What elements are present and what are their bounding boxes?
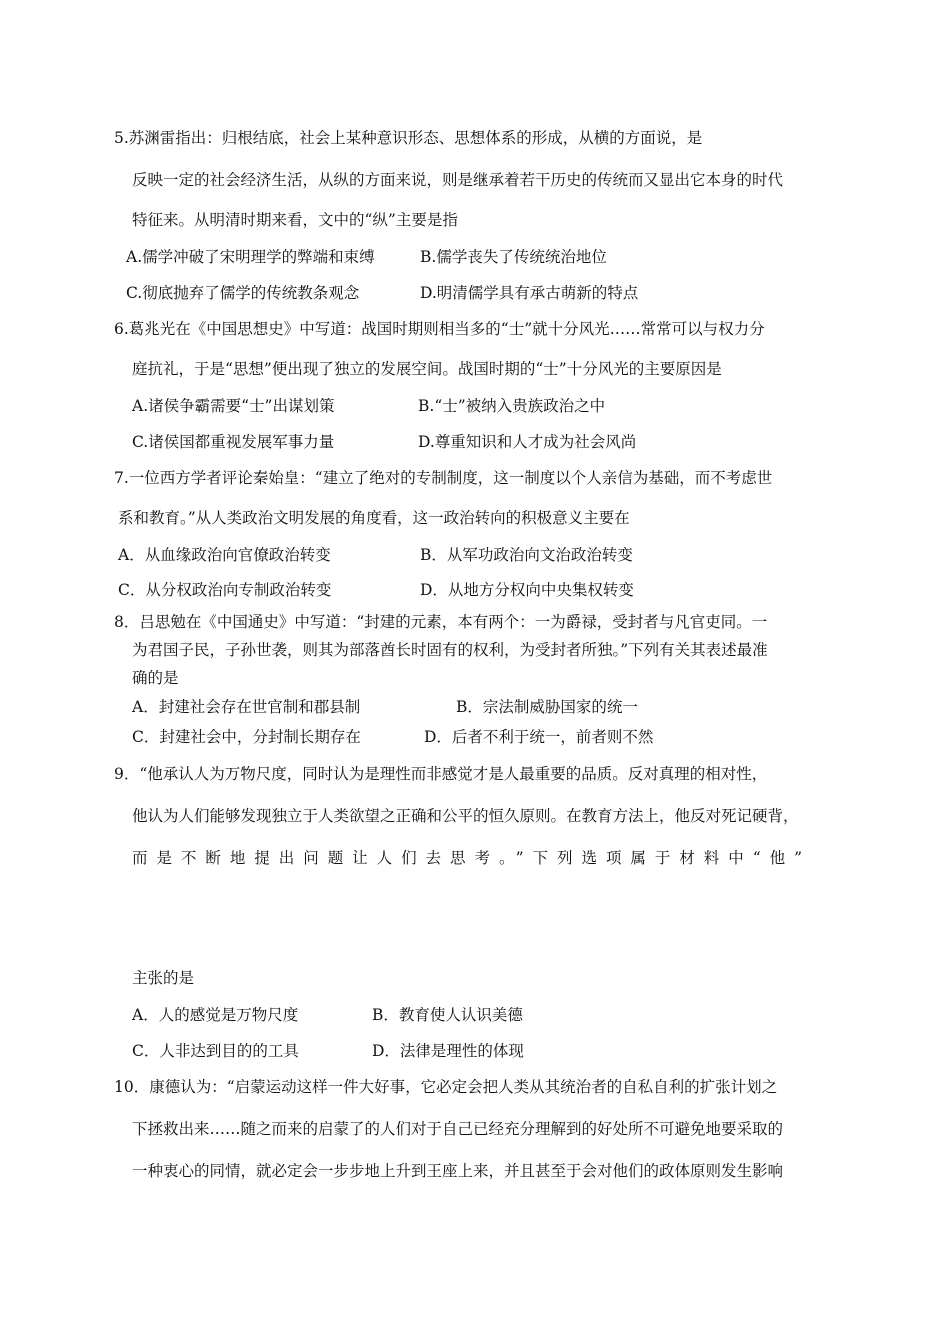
q6-stem-line-1: 6.葛兆光在《中国思想史》中写道：战国时期则相当多的“士”就十分风光……常常可以与权力分 (114, 320, 765, 338)
q6-option-b: B.“士”被纳入贵族政治之中 (418, 397, 606, 415)
q5-option-a: A.儒学冲破了宋明理学的弊端和束缚 (126, 248, 375, 266)
q7-option-c: C．从分权政治向专制政治转变 (118, 581, 332, 599)
q8-option-c: C．封建社会中，分封制长期存在 (132, 728, 361, 746)
q8-stem-line-3: 确的是 (132, 669, 179, 687)
q7-option-a: A．从血缘政治向官僚政治转变 (118, 546, 331, 564)
q7-option-b: B．从军功政治向文治政治转变 (420, 546, 633, 564)
q9-option-c: C．人非达到目的的工具 (132, 1042, 299, 1060)
q8-stem-line-2: 为君国子民，子孙世袭，则其为部落酋长时固有的权利，为受封者所独。”下列有关其表述最准 (132, 641, 768, 659)
q5-stem-line-2: 反映一定的社会经济生活，从纵的方面来说，则是继承着若干历史的传统而又显出它本身的时代 (132, 171, 784, 189)
q6-option-d: D.尊重知识和人才成为社会风尚 (418, 433, 637, 451)
q9-stem-line-1: 9．“他承认人为万物尺度，同时认为是理性而非感觉才是人最重要的品质。反对真理的相对性， (114, 765, 768, 783)
q9-stem-line-4: 主张的是 (132, 969, 195, 987)
q10-stem-line-2: 下拯救出来……随之而来的启蒙了的人们对于自己已经充分理解到的好处所不可避免地要采取的 (132, 1120, 784, 1138)
q5-option-c: C.彻底抛弃了儒学的传统教条观念 (126, 284, 360, 302)
q7-stem-line-2: 系和教育。”从人类政治文明发展的角度看，这一政治转向的积极意义主要在 (118, 509, 630, 527)
q8-option-a: A．封建社会存在世官制和郡县制 (132, 698, 361, 716)
q8-stem-line-1: 8．吕思勉在《中国通史》中写道：“封建的元素，本有两个：一为爵禄，受封者与凡官吏同。一 (114, 613, 768, 631)
q5-stem-line-3: 特征来。从明清时期来看，文中的“纵”主要是指 (132, 211, 458, 229)
q6-option-a: A.诸侯争霸需要“士”出谋划策 (132, 397, 335, 415)
q6-stem-line-2: 庭抗礼，于是“思想”便出现了独立的发展空间。战国时期的“士”十分风光的主要原因是 (132, 360, 722, 378)
q6-option-c: C.诸侯国都重视发展军事力量 (132, 433, 335, 451)
q9-stem-line-3: 而是不断地提出问题让人们去思考。”下列选项属于材料中“他” (132, 849, 802, 867)
q10-stem-line-3: 一种衷心的同情，就必定会一步步地上升到王座上来，并且甚至于会对他们的政体原则发生影响 (132, 1162, 784, 1180)
q7-option-d: D．从地方分权向中央集权转变 (420, 581, 634, 599)
q10-stem-line-1: 10．康德认为：“启蒙运动这样一件大好事，它必定会把人类从其统治者的自私自利的扩张计划之 (114, 1078, 778, 1096)
q5-option-b: B.儒学丧失了传统统治地位 (420, 248, 607, 266)
q5-stem-line-1: 5.苏渊雷指出：归根结底，社会上某种意识形态、思想体系的形成，从横的方面说，是 (114, 129, 703, 147)
q9-option-a: A．人的感觉是万物尺度 (132, 1006, 299, 1024)
q5-option-d: D.明清儒学具有承古萌新的特点 (420, 284, 639, 302)
q9-stem-line-2: 他认为人们能够发现独立于人类欲望之正确和公平的恒久原则。在教育方法上，他反对死记硬背， (132, 807, 799, 825)
q7-stem-line-1: 7.一位西方学者评论秦始皇：“建立了绝对的专制制度，这一制度以个人亲信为基础，而不考虑世 (114, 469, 773, 487)
q8-option-d: D．后者不利于统一，前者则不然 (424, 728, 654, 746)
q8-option-b: B．宗法制威胁国家的统一 (456, 698, 638, 716)
q9-option-b: B．教育使人认识美德 (372, 1006, 523, 1024)
q9-option-d: D．法律是理性的体现 (372, 1042, 524, 1060)
